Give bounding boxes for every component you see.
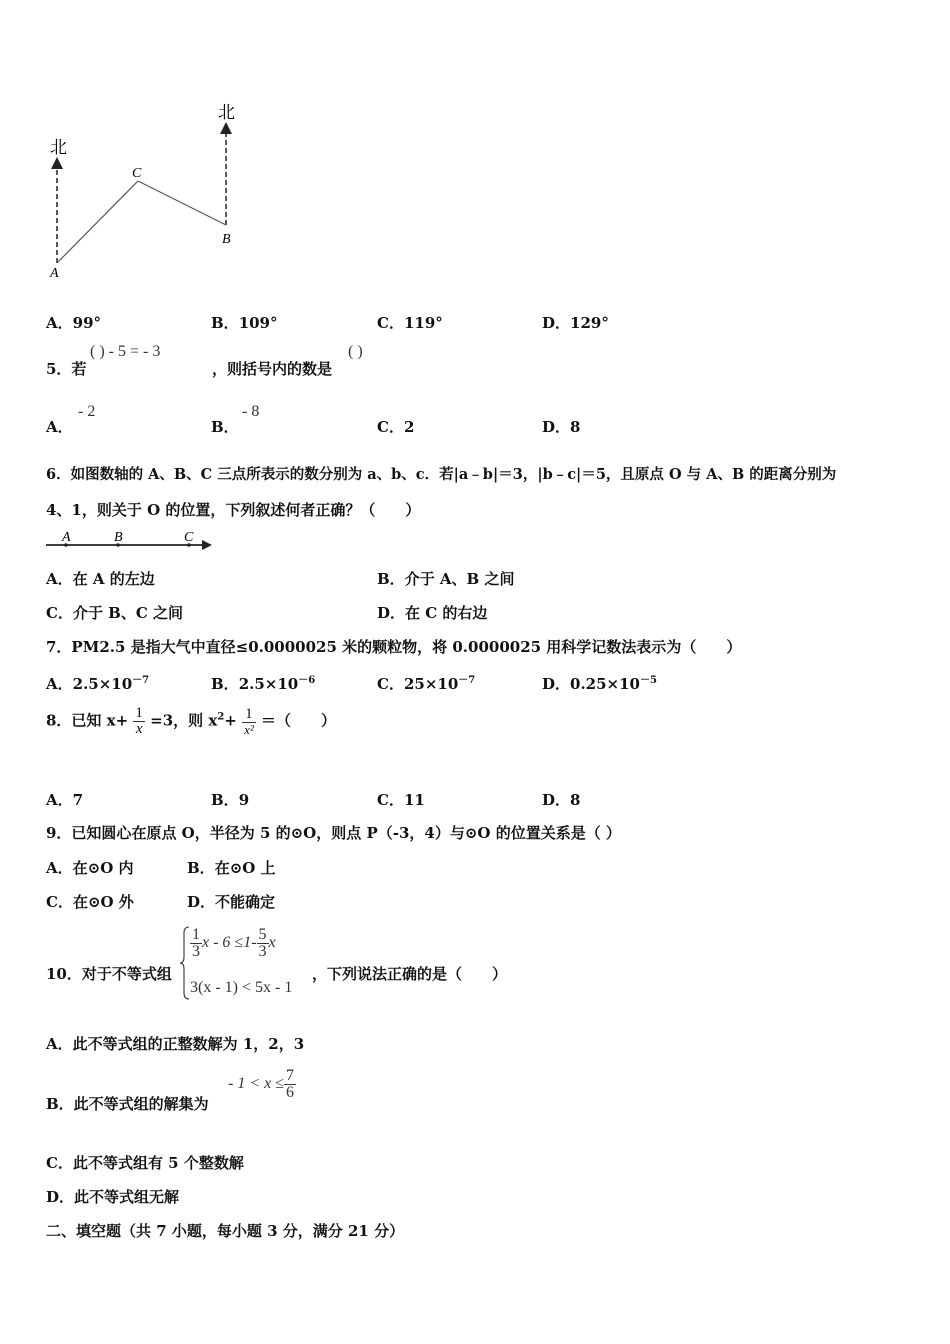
q5-option-a: A． [46, 418, 73, 436]
q10-row2: 3(x - 1) < 5x - 1 [190, 979, 293, 996]
q5-option-c: C．2 [377, 418, 415, 436]
q6-option-d: D．在 C 的右边 [377, 604, 488, 622]
q4-option-b: B．109° [211, 314, 278, 332]
segment-ac [57, 181, 138, 263]
axis-label-b: B [114, 530, 123, 545]
q6-option-b: B．介于 A、B 之间 [377, 570, 515, 588]
q7-option-b: B．$2.5\times 10^{-6}$ [211, 675, 316, 693]
q7-option-c: C．$25\times 10^{-7}$ [377, 675, 476, 693]
q10-option-d: D．此不等式组无解 [46, 1188, 180, 1206]
q10-option-a: A．此不等式组的正整数解为 1，2，3 [46, 1035, 305, 1053]
q8-option-b: B．9 [211, 791, 250, 809]
number-line [44, 528, 216, 556]
q10-stem: 10．对于不等式组 [46, 965, 172, 983]
q9-option-d: D．不能确定 [187, 893, 276, 911]
q5-stem-mid: ，则括号内的数是 [212, 360, 333, 378]
q8-stem: 8．已知 x+ $\frac{1}{x}$ =3，则 $x^2+$ $\frac{1}{\text{x²}}$ ＝（ ） [46, 705, 337, 737]
q10-option-b: B．此不等式组的解集为 [46, 1095, 209, 1113]
bearing-diagram [40, 95, 250, 285]
axis-label-c: C [184, 530, 194, 545]
q5-option-d: D．8 [542, 418, 581, 436]
q9-option-c: C．在⊙O 外 [46, 893, 134, 911]
q8-option-c: C．11 [377, 791, 425, 809]
q9-option-b: B．在⊙O 上 [187, 859, 276, 877]
q5-option-b-value: - 8 [242, 403, 260, 420]
q10-option-b-expr: - 1 < x ≤ $\frac{7}{6}$ [228, 1067, 295, 1101]
q6-stem-line1: 6．如图数轴的 A、B、C 三点所表示的数分别为 a、b、c．若|a﹣b|＝3，|b﹣c|＝5，且原点 O 与 A、B 的距离分别为 [46, 466, 837, 483]
north-label-a: 北 [50, 138, 67, 157]
section-2-heading: 二、填空题（共 7 小题，每小题 3 分，满分 21 分） [46, 1222, 405, 1240]
q4-option-c: C．119° [377, 314, 443, 332]
q7-option-a: A．$2.5\times 10^{-7}$ [46, 675, 150, 693]
q6-option-c: C．介于 B、C 之间 [46, 604, 184, 622]
q5-expression: ( ) - 5 = - 3 [90, 343, 161, 360]
q10-row1: $\frac{1}{3}$ x - 6 ≤1- $\frac{5}{3}$ x [192, 926, 276, 960]
q9-option-a: A．在⊙O 内 [46, 859, 134, 877]
point-label-a: A [50, 266, 59, 281]
q7-stem: 7．PM2.5 是指大气中直径≤0.0000025 米的颗粒物，将 0.0000025 用科学记数法表示为（ ） [46, 638, 742, 656]
q6-stem-line2: 4、1，则关于 O 的位置，下列叙述何者正确？（ ） [46, 501, 421, 519]
north-label-b: 北 [218, 103, 235, 122]
point-label-c: C [132, 166, 142, 181]
q4-option-a: A．99° [46, 314, 102, 332]
q5-paren: ( ) [348, 343, 363, 360]
q7-option-d: D．$0.25\times 10^{-5}$ [542, 675, 657, 693]
q8-option-d: D．8 [542, 791, 581, 809]
q10-stem-post: ，下列说法正确的是（ ） [312, 965, 508, 983]
q8-option-a: A．7 [46, 791, 84, 809]
q5-option-a-value: - 2 [78, 403, 96, 420]
q5-option-b: B． [211, 418, 239, 436]
point-label-b: B [222, 232, 231, 247]
q5-stem: 5．若 [46, 360, 87, 378]
segment-cb [138, 181, 226, 225]
axis-label-a: A [62, 530, 71, 545]
q4-option-d: D．129° [542, 314, 609, 332]
q10-option-c: C．此不等式组有 5 个整数解 [46, 1154, 244, 1172]
q9-stem: 9．已知圆心在原点 O，半径为 5 的⊙O，则点 P（-3，4）与⊙O 的位置关系是（ ） [46, 824, 621, 842]
q10-inequality-system [180, 925, 315, 1001]
q6-option-a: A．在 A 的左边 [46, 570, 155, 588]
